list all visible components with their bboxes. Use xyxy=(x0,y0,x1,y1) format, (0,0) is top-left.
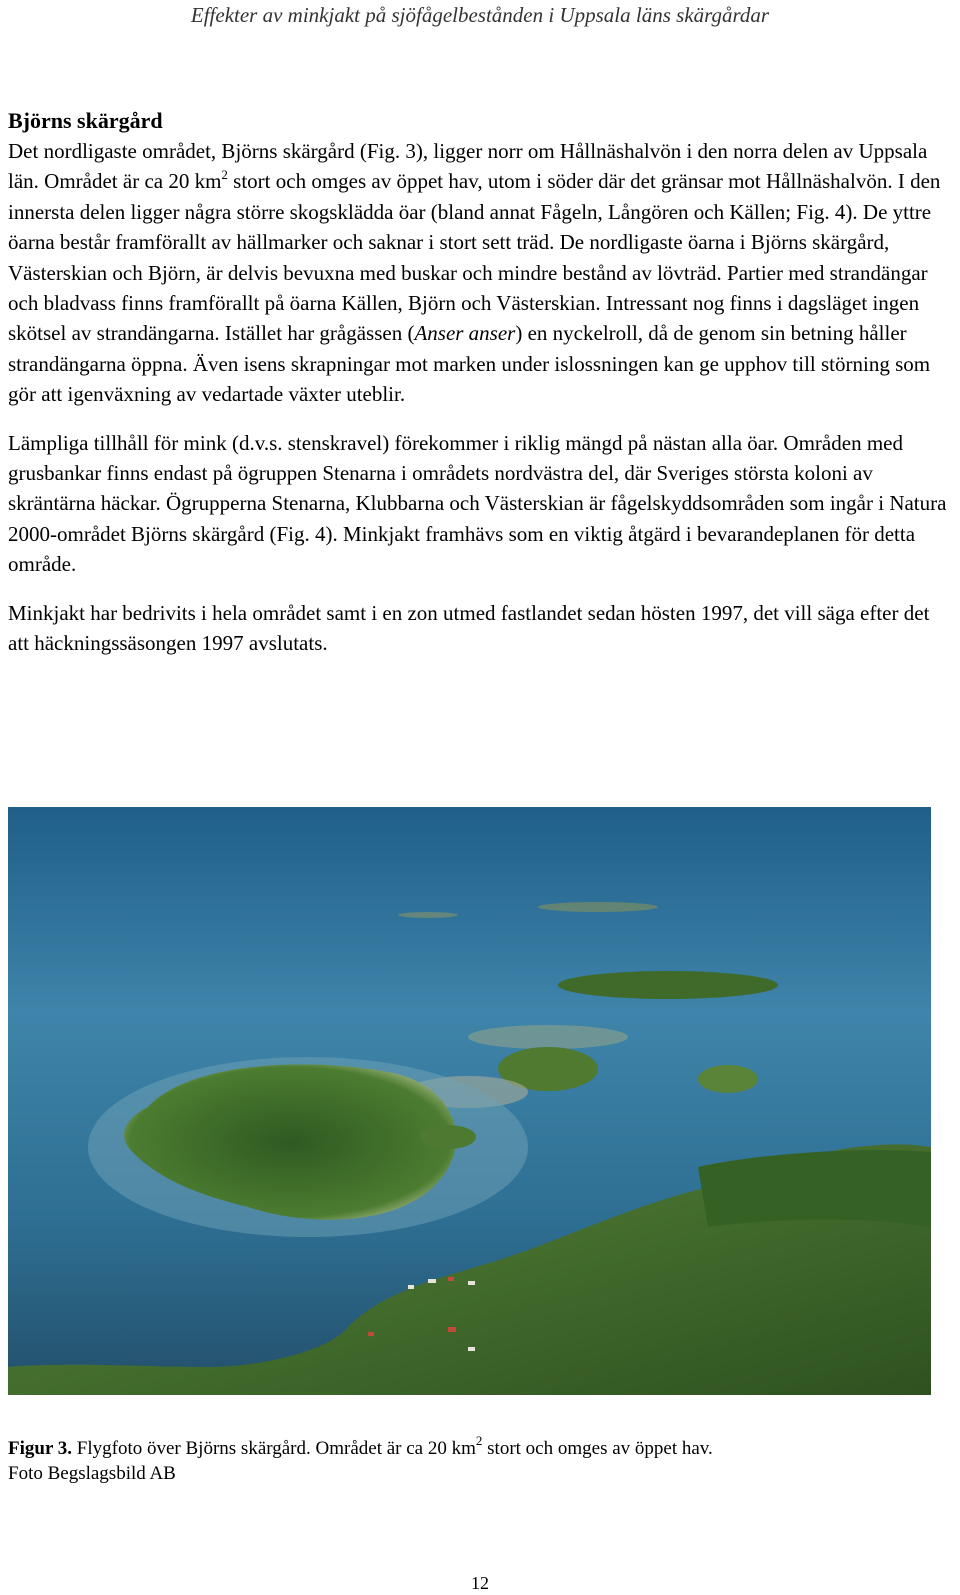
paragraph-1: Det nordligaste området, Björns skärgård (Fig. 3), ligger norr om Hållnäshalvön i den norra delen av Uppsala län. Området är ca 20 $km^2$ stort och omges av öppet hav, utom i söder där det gränsar mot Hållnäshalvön. I den innersta delen ligger några större skogsklädda öar (bland annat Fågeln, Långören och Källen; Fig. 4). De yttre öarna består framförallt av hällmarker och saknar i stort sett träd. De nordligaste öarna i Björns skärgård, Västerskian och Björn, är delvis bevuxna med buskar och mindre bestånd av lövträd. Partier med strandängar och bladvass finns framförallt på öarna Källen, Björn och Västerskian. Intressant nog finns i dagsläget ingen skötsel av strandängarna. Istället har grågässen (Anser anser) en nyckelroll, då de genom sin betning håller strandängarna öppna. Även isens skrapningar mot marken under islossningen kan ge upphov till störning som gör att igenväxning av vedartade växter uteblir. xyxy=(8,139,941,407)
paragraph-2: Lämpliga tillhåll för mink (d.v.s. stenskravel) förekommer i riklig mängd på nästan alla öar. Områden med grusbankar finns endast på ögruppen Stenarna i områdets nordvästra del, där Sveriges största koloni av skräntärna häckar. Ögrupperna Stenarna, Klubbarna och Västerskian är fågelskyddsområden som ingår i Natura 2000-området Björns skärgård (Fig. 4). Minkjakt framhävs som en viktig åtgärd i bevarandeplanen för detta område. xyxy=(8,430,947,577)
body-text xyxy=(8,106,948,659)
figure-caption xyxy=(8,1433,948,1486)
figure-label: Figur 3. xyxy=(8,1438,73,1459)
aerial-photo-illustration xyxy=(8,807,931,1395)
page-number: 12 xyxy=(471,1573,489,1593)
running-header: Effekter av minkjakt på sjöfågelbestånden i Uppsala läns skärgårdar xyxy=(190,3,770,27)
section-heading: Björns skärgård xyxy=(8,108,163,133)
caption-line: Figur 3. Flygfoto över Björns skärgård. Området är ca 20 $km^2$ stort och omges av öppet hav. xyxy=(8,1433,713,1459)
paragraph-3: Minkjakt har bedrivits i hela området samt i en zon utmed fastlandet sedan hösten 1997, det vill säga efter det att häckningssäsongen 1997 avslutats. xyxy=(8,600,930,656)
aerial-photo xyxy=(8,807,931,1395)
photo-credit: Foto Begslagsbild AB xyxy=(8,1463,176,1484)
